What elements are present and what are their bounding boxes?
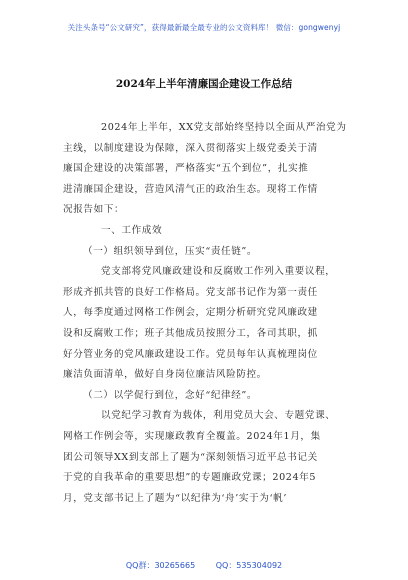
body-line: 于党的自我革命的重要思想”的专题廉政党课；2024年5 [63,472,317,484]
body-line: 以党纪学习教育为载体，利用党员大会、专题党课、 [101,410,336,422]
document-body [63,118,347,509]
body-line: 网格工作例会等，实现廉政教育全覆盖。2024年1月，集 [63,430,321,442]
body-line: 好分管业务的党风廉政建设工作。党员每年认真梳理岗位 [63,348,318,360]
body-line: 2024年上半年，XX党支部始终坚持以全面从严治党为 [101,122,347,133]
subsection-heading: （二）以学促行到位，念好“纪律经”。 [83,389,258,401]
body-line: 党支部将党风廉政建设和反腐败工作列入重要议程， [101,266,336,278]
footer-qq-group: QQ群：30265665 [125,561,196,570]
footer-contact [0,560,408,571]
body-line: 廉国企建设的决策部署，严格落实“五个到位”，扎实推 [63,163,309,175]
body-line: 团公司领导XX到支部上了题为“深刻领悟习近平总书记关 [63,451,318,463]
footer-qq: QQ：535304092 [215,561,283,570]
body-line: 况报告如下： [63,204,125,216]
body-line: 设和反腐败工作；班子其他成员按照分工，各司其职，抓 [63,327,318,339]
body-line: 廉洁负面清单，做好自身岗位廉洁风险防控。 [63,369,267,381]
body-line: 主线，以制度建设为保障，深入贯彻落实上级党委关于清 [63,142,318,154]
header-banner: 关注头条号“公文研究”，获得最新最全最专业的公文资料库！ 微信：gongwenyj [67,23,341,32]
section-heading: 一、工作成效 [101,224,163,236]
document-title: 2024年上半年清廉国企建设工作总结 [115,78,293,90]
body-line: 形成齐抓共管的良好工作格局。党支部书记作为第一责任 [63,286,318,298]
body-line: 人，每季度通过网格工作例会，定期分析研究党风廉政建 [63,307,318,319]
subsection-heading: （一）组织领导到位，压实“责任链”。 [83,245,258,257]
body-line: 月，党支部书记上了题为“以纪律为‘舟’实于为‘帆’ [63,492,287,504]
body-line: 进清廉国企建设，营造风清气正的政治生态。现将工作情 [63,183,318,195]
